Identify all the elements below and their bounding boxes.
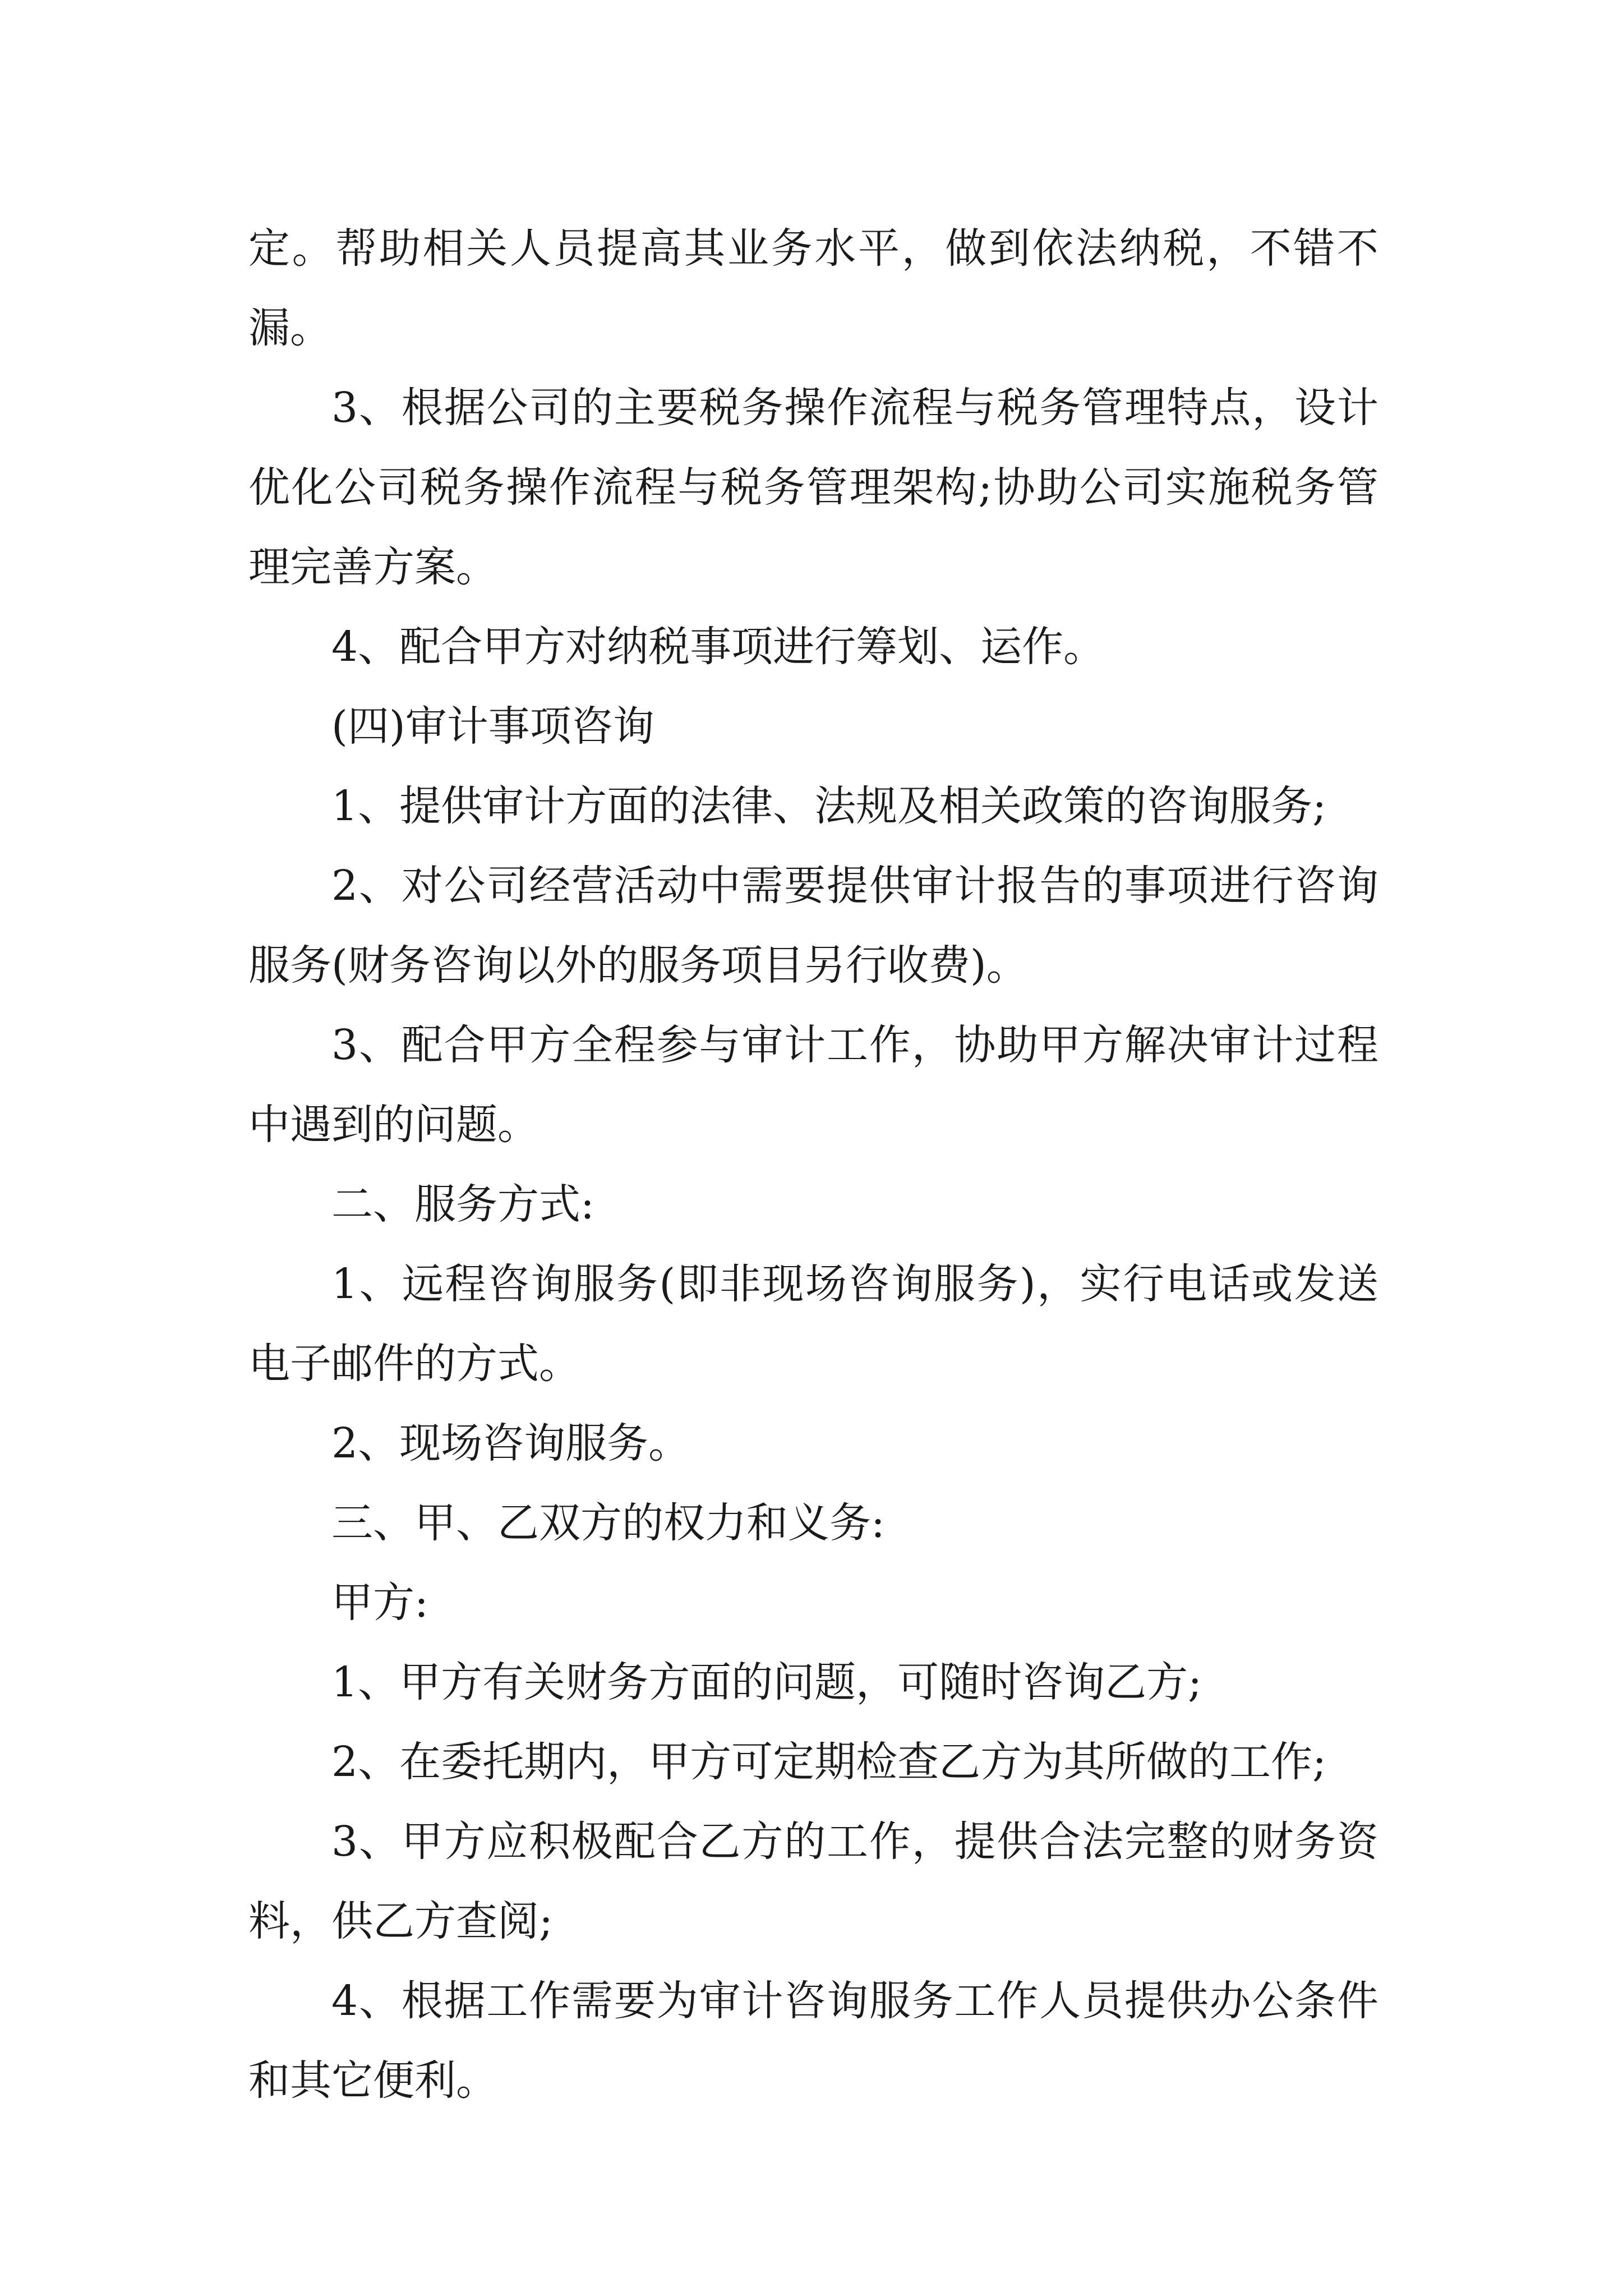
paragraph-9: 1、远程咨询服务(即非现场咨询服务)，实行电话或发送电子邮件的方式。 [248, 1260, 1378, 1388]
paragraph-2: 3、根据公司的主要税务操作流程与税务管理特点，设计优化公司税务操作流程与税务管理架构;协助公司实施税务管理完善方案。 [248, 384, 1378, 591]
paragraph-5: 1、提供审计方面的法律、法规及相关政策的咨询服务; [331, 782, 1327, 830]
paragraph-14: 2、在委托期内，甲方可定期检查乙方为其所做的工作; [331, 1738, 1327, 1786]
paragraph-13: 1、甲方有关财务方面的问题，可随时咨询乙方; [331, 1658, 1202, 1706]
paragraph-10: 2、现场咨询服务。 [331, 1419, 690, 1467]
section-heading-rights-obligations: 三、甲、乙双方的权力和义务: [331, 1499, 885, 1547]
party-a-heading: 甲方: [331, 1579, 428, 1627]
paragraph-3: 4、配合甲方对纳税事项进行筹划、运作。 [331, 623, 1105, 671]
section-heading-audit-consulting: (四)审计事项咨询 [331, 702, 654, 751]
paragraph-16: 4、根据工作需要为审计咨询服务工作人员提供办公条件和其它便利。 [248, 1977, 1378, 2105]
paragraph-1: 定。帮助相关人员提高其业务水平，做到依法纳税，不错不漏。 [248, 224, 1378, 352]
section-heading-service-method: 二、服务方式: [331, 1180, 594, 1228]
paragraph-15: 3、甲方应积极配合乙方的工作，提供合法完整的财务资料，供乙方查阅; [248, 1818, 1378, 1945]
document-body [248, 209, 1378, 2120]
paragraph-6: 2、对公司经营活动中需要提供审计报告的事项进行咨询服务(财务咨询以外的服务项目另行收费)。 [248, 862, 1378, 990]
paragraph-7: 3、配合甲方全程参与审计工作，协助甲方解决审计过程中遇到的问题。 [248, 1021, 1378, 1149]
